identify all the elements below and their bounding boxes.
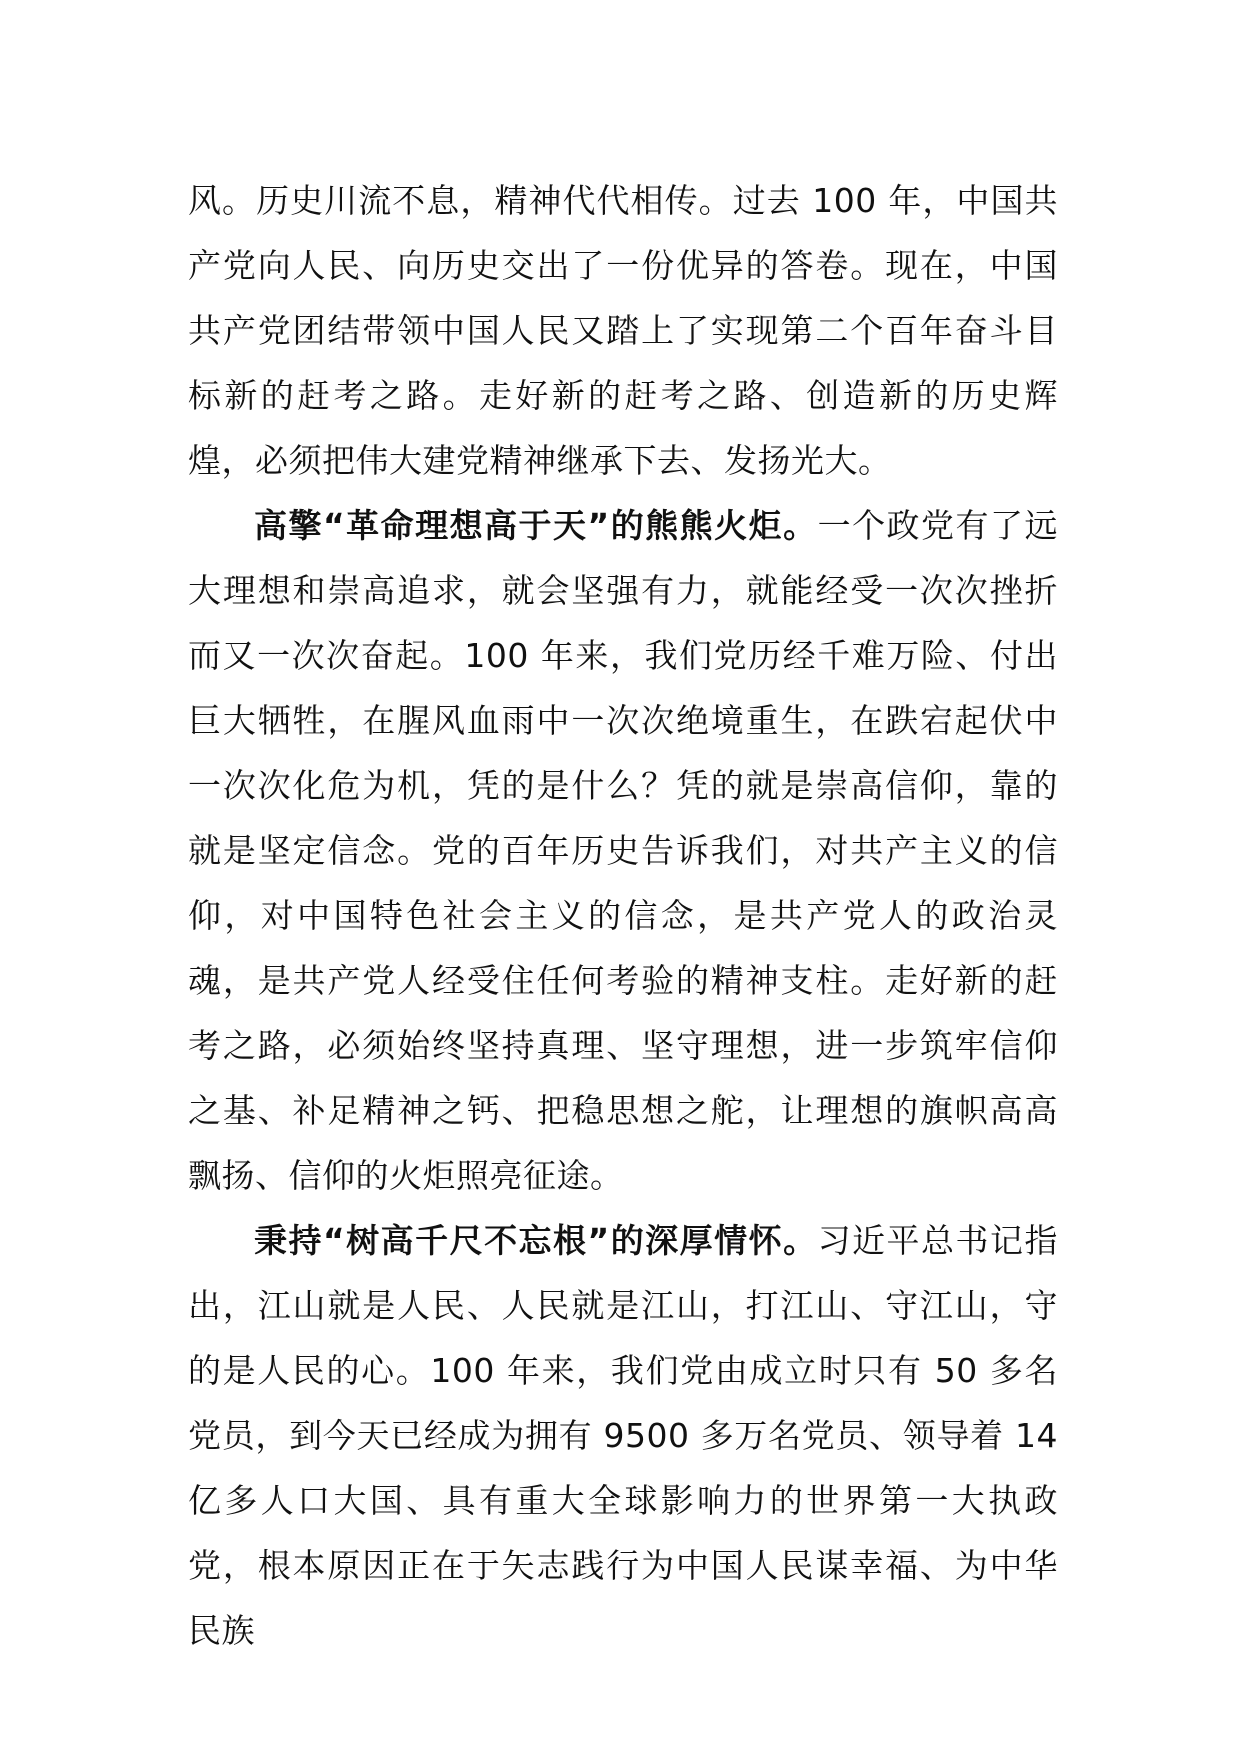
paragraph-2	[188, 493, 1058, 1208]
paragraph-1	[188, 168, 1058, 493]
paragraph-3-text: 习近平总书记指出，江山就是人民、人民就是江山，打江山、守江山，守的是人民的心。100 年来，我们党由成立时只有 50 多名党员，到今天已经成为拥有 9500 多万名党员、领导着 14 亿多人口大国、具有重大全球影响力的世界第一大执政党，根本原因正在于矢志践行为中国人民谋幸福、为中华民族	[188, 1221, 1058, 1650]
body-text	[188, 168, 1058, 1663]
paragraph-3-lead: 秉持“树高千尺不忘根”的深厚情怀。	[254, 1221, 818, 1260]
paragraph-2-text: 一个政党有了远大理想和崇高追求，就会坚强有力，就能经受一次次挫折而又一次次奋起。100 年来，我们党历经千难万险、付出巨大牺牲，在腥风血雨中一次次绝境重生，在跌宕起伏中一次次化危为机，凭的是什么？凭的就是崇高信仰，靠的就是坚定信念。党的百年历史告诉我们，对共产主义的信仰，对中国特色社会主义的信念，是共产党人的政治灵魂，是共产党人经受住任何考验的精神支柱。走好新的赶考之路，必须始终坚持真理、坚守理想，进一步筑牢信仰之基、补足精神之钙、把稳思想之舵，让理想的旗帜高高飘扬、信仰的火炬照亮征途。	[188, 506, 1058, 1195]
paragraph-3	[188, 1208, 1058, 1663]
paragraph-1-text: 风。历史川流不息，精神代代相传。过去 100 年，中国共产党向人民、向历史交出了一份优异的答卷。现在，中国共产党团结带领中国人民又踏上了实现第二个百年奋斗目标新的赶考之路。走好新的赶考之路、创造新的历史辉煌，必须把伟大建党精神继承下去、发扬光大。	[188, 181, 1058, 480]
paragraph-2-lead: 高擎“革命理想高于天”的熊熊火炬。	[254, 506, 818, 545]
